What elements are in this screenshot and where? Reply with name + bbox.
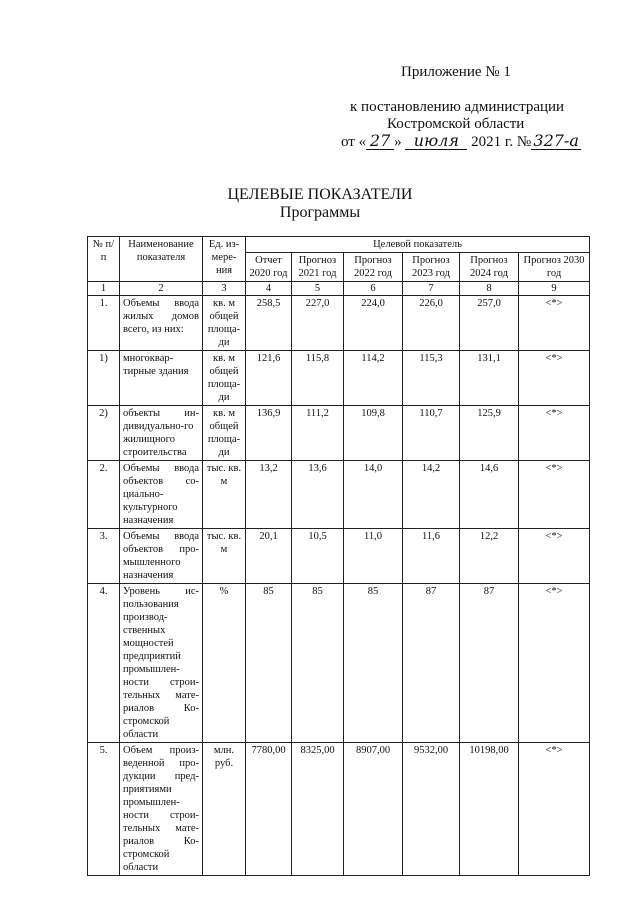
target-value: 85: [292, 584, 344, 743]
target-value: <*>: [519, 461, 590, 529]
date-month: июля: [405, 133, 467, 150]
target-value: 125,9: [460, 406, 519, 461]
column-number: 1: [88, 282, 120, 296]
target-value: 87: [460, 584, 519, 743]
indicator-name: Уровень ис-пользования производ-ственных мощностей предприятий промышлен-ности строи-тельных мате-риалов Ко-стромской области: [120, 584, 203, 743]
header-unit: Ед. из-мере-ния: [203, 237, 246, 282]
column-number: 4: [246, 282, 292, 296]
row-number: 2.: [88, 461, 120, 529]
target-value: 10198,00: [460, 743, 519, 876]
table-row: [88, 296, 590, 351]
column-numbers-row: [88, 282, 590, 296]
target-value: 14,0: [344, 461, 403, 529]
target-value: 258,5: [246, 296, 292, 351]
target-value: 227,0: [292, 296, 344, 351]
target-value: 109,8: [344, 406, 403, 461]
target-value: 111,2: [292, 406, 344, 461]
column-number: 2: [120, 282, 203, 296]
target-value: 14,6: [460, 461, 519, 529]
target-value: 226,0: [403, 296, 460, 351]
table-row: [88, 529, 590, 584]
table-row: [88, 351, 590, 406]
indicator-name: многоквар-тирные здания: [120, 351, 203, 406]
indicator-name: Объемы ввода объектов про-мышленного назначения: [120, 529, 203, 584]
target-value: <*>: [519, 529, 590, 584]
header-num: № п/п: [88, 237, 120, 282]
indicator-name: объекты ин-дивидуально-го жилищного строительства: [120, 406, 203, 461]
target-value: 224,0: [344, 296, 403, 351]
page-title: ЦЕЛЕВЫЕ ПОКАЗАТЕЛИ: [227, 186, 413, 203]
unit-of-measure: кв. м общей площа-ди: [203, 351, 246, 406]
resolution-line-2: Костромской области: [387, 116, 525, 132]
page-subtitle: Программы: [279, 204, 361, 221]
target-value: 85: [344, 584, 403, 743]
resolution-number: 327-а: [531, 133, 581, 150]
table-row: [88, 743, 590, 876]
header-year: Прогноз 2030 год: [519, 253, 590, 282]
row-number: 1.: [88, 296, 120, 351]
header-target: Целевой показатель: [246, 237, 590, 253]
header-year: Прогноз 2024 год: [460, 253, 519, 282]
target-value: 114,2: [344, 351, 403, 406]
table-header-row: [88, 237, 590, 253]
row-number: 1): [88, 351, 120, 406]
header-year: Прогноз 2022 год: [344, 253, 403, 282]
column-number: 6: [344, 282, 403, 296]
date-from-label: от «: [341, 134, 367, 150]
unit-of-measure: кв. м общей площа-ди: [203, 296, 246, 351]
resolution-line-1: к постановлению администрации: [350, 99, 565, 115]
target-value: 20,1: [246, 529, 292, 584]
target-value: 85: [246, 584, 292, 743]
target-value: 11,0: [344, 529, 403, 584]
indicator-name: Объемы ввода объектов со-циально-культурного назначения: [120, 461, 203, 529]
target-value: 115,3: [403, 351, 460, 406]
target-value: 87: [403, 584, 460, 743]
unit-of-measure: %: [203, 584, 246, 743]
table-row: [88, 406, 590, 461]
target-value: 10,5: [292, 529, 344, 584]
row-number: 5.: [88, 743, 120, 876]
date-day: 27: [366, 133, 394, 150]
unit-of-measure: кв. м общей площа-ди: [203, 406, 246, 461]
target-value: 7780,00: [246, 743, 292, 876]
resolution-date-line: [341, 133, 581, 151]
table-row: [88, 584, 590, 743]
row-number: 4.: [88, 584, 120, 743]
header-year: Отчет 2020 год: [246, 253, 292, 282]
indicator-name: Объемы ввода жилых домов всего, из них:: [120, 296, 203, 351]
target-value: 136,9: [246, 406, 292, 461]
header-name: Наименование показателя: [120, 237, 203, 282]
unit-of-measure: млн. руб.: [203, 743, 246, 876]
indicators-table: [87, 236, 590, 876]
target-value: 8325,00: [292, 743, 344, 876]
column-number: 3: [203, 282, 246, 296]
target-value: 13,6: [292, 461, 344, 529]
target-value: <*>: [519, 743, 590, 876]
target-value: 13,2: [246, 461, 292, 529]
column-number: 7: [403, 282, 460, 296]
target-value: 115,8: [292, 351, 344, 406]
target-value: 110,7: [403, 406, 460, 461]
target-value: <*>: [519, 296, 590, 351]
table-row: [88, 461, 590, 529]
header-year: Прогноз 2021 год: [292, 253, 344, 282]
unit-of-measure: тыс. кв. м: [203, 461, 246, 529]
target-value: 9532,00: [403, 743, 460, 876]
indicator-name: Объем произ-веденной про-дукции пред-приятиями промышлен-ности строи-тельных мате-риалов Ко-стромской области: [120, 743, 203, 876]
target-value: 121,6: [246, 351, 292, 406]
column-number: 5: [292, 282, 344, 296]
target-value: 12,2: [460, 529, 519, 584]
date-year-label: 2021 г. №: [471, 134, 532, 150]
target-value: <*>: [519, 406, 590, 461]
target-value: <*>: [519, 351, 590, 406]
target-value: 14,2: [403, 461, 460, 529]
column-number: 9: [519, 282, 590, 296]
date-close-quote: »: [394, 134, 402, 150]
target-value: 131,1: [460, 351, 519, 406]
target-value: 8907,00: [344, 743, 403, 876]
target-value: 11,6: [403, 529, 460, 584]
header-year: Прогноз 2023 год: [403, 253, 460, 282]
column-number: 8: [460, 282, 519, 296]
unit-of-measure: тыс. кв. м: [203, 529, 246, 584]
target-value: <*>: [519, 584, 590, 743]
appendix-title: Приложение № 1: [401, 64, 511, 80]
row-number: 3.: [88, 529, 120, 584]
target-value: 257,0: [460, 296, 519, 351]
row-number: 2): [88, 406, 120, 461]
